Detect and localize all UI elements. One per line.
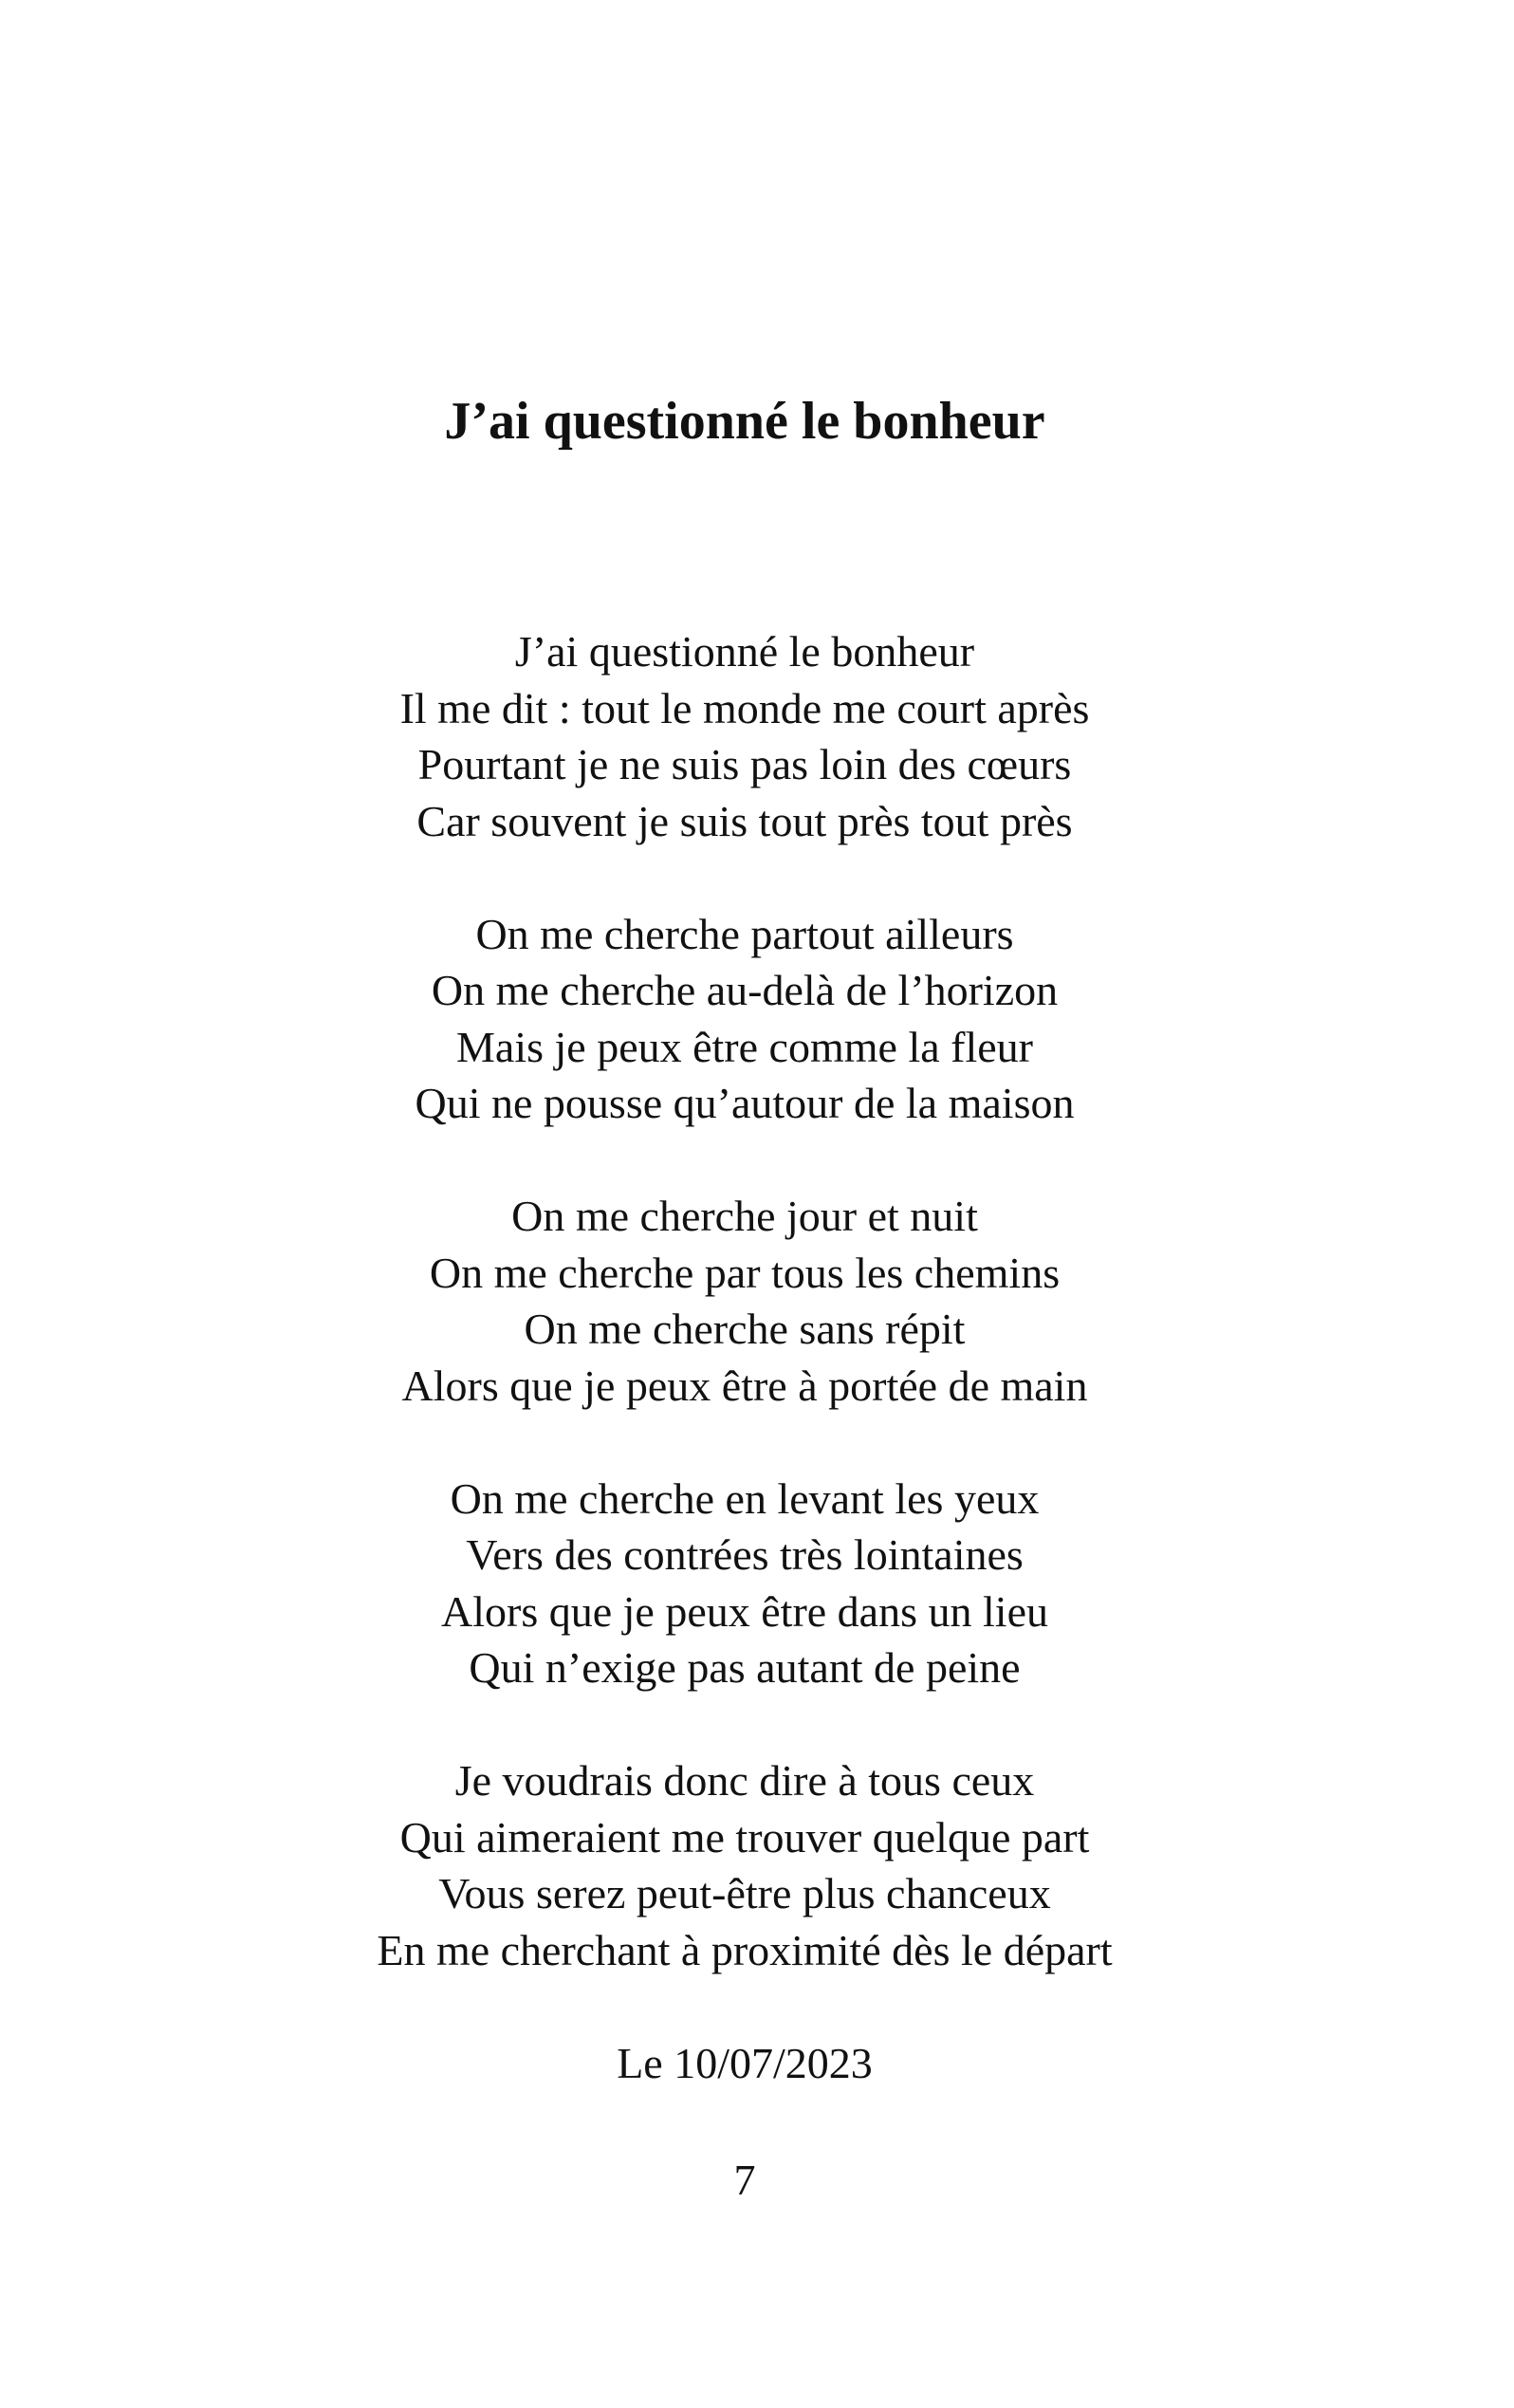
poem-body <box>0 623 1489 2035</box>
poem-line: Mais je peux être comme la fleur <box>456 1022 1033 1071</box>
poem-line: Alors que je peux être à portée de main <box>401 1361 1088 1410</box>
poem-line: On me cherche en levant les yeux <box>450 1473 1040 1523</box>
poem-line: On me cherche jour et nuit <box>511 1192 978 1240</box>
poem-line: Je voudrais donc dire à tous ceux <box>454 1756 1035 1805</box>
stanza <box>0 1471 1489 1696</box>
poem-line: En me cherchant à proximité dès le départ <box>377 1925 1113 1974</box>
poem-line: Qui ne pousse qu’autour de la maison <box>415 1079 1075 1127</box>
poem-line: On me cherche partout ailleurs <box>475 909 1014 958</box>
poem-line: Il me dit : tout le monde me court après <box>399 683 1090 732</box>
poem-line: Vous serez peut-être plus chanceux <box>438 1869 1051 1917</box>
poem-line: Alors que je peux être dans un lieu <box>441 1586 1048 1636</box>
poem-line: Car souvent je suis tout près tout près <box>416 796 1073 845</box>
page-number: 7 <box>733 2156 756 2204</box>
poem-line: On me cherche au-delà de l’horizon <box>431 966 1059 1014</box>
poem-line: Qui aimeraient me trouver quelque part <box>399 1812 1090 1862</box>
stanza <box>0 1752 1489 1978</box>
poem-line: On me cherche par tous les chemins <box>429 1248 1061 1297</box>
poem-line: J’ai questionné le bonheur <box>514 627 975 676</box>
stanza <box>0 1188 1489 1414</box>
stanza <box>0 623 1489 849</box>
stanza <box>0 906 1489 1132</box>
poem-date: Le 10/07/2023 <box>617 2039 873 2087</box>
poem-line: Vers des contrées très lointaines <box>466 1530 1024 1579</box>
poem-title: J’ai questionné le bonheur <box>444 392 1045 451</box>
poem-line: Pourtant je ne suis pas loin des cœurs <box>417 740 1072 788</box>
poem-line: Qui n’exige pas autant de peine <box>469 1643 1021 1692</box>
poem-line: On me cherche sans répit <box>524 1305 966 1353</box>
